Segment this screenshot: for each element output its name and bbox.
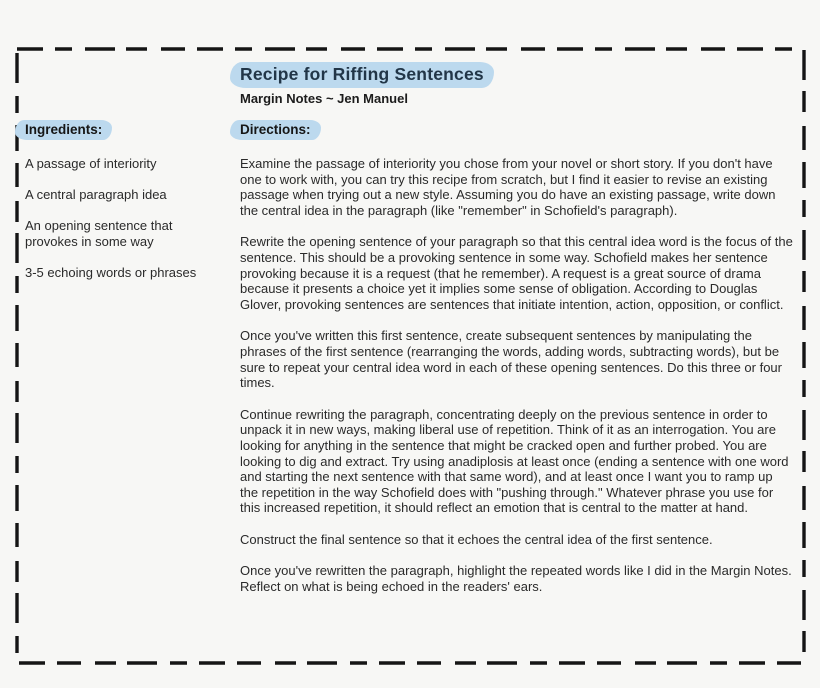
directions-heading-label: Directions: (230, 120, 321, 140)
ingredients-heading (25, 120, 240, 140)
directions-paragraph: Once you've rewritten the paragraph, highlight the repeated words like I did in the Margin Notes. Reflect on what is being echoed in the readers' ears. (240, 563, 792, 595)
directions-paragraphs (240, 156, 793, 595)
ingredient-item: An opening sentence that provokes in some way (25, 218, 173, 249)
ingredient-item: A central paragraph idea (25, 187, 167, 202)
directions-heading (240, 120, 793, 140)
ingredient-item: A passage of interiority (25, 156, 157, 171)
directions-section (240, 120, 793, 611)
page-title: Recipe for Riffing Sentences (230, 62, 494, 88)
directions-paragraph: Construct the final sentence so that it echoes the central idea of the first sentence. (240, 531, 713, 547)
ingredients-heading-label: Ingredients: (15, 120, 112, 140)
directions-paragraph: Once you've written this first sentence, create subsequent sentences by manipulating the phrases of the first sentence (rearranging the words, adding words, subtracting words), but be sure to repeat your central idea word in each of these opening sentences. Do this three or four times. (240, 328, 782, 391)
header (240, 62, 793, 106)
directions-paragraph: Examine the passage of interiority you chose from your novel or short story. If you don't have one to work with, you can try this recipe from scratch, but I find it easier to revise an existing passage when trying out a new style. Assuming you do have an existing passage, write down the central idea in the paragraph (like "remember" in Schofield's paragraph). (240, 156, 776, 218)
directions-paragraph: Rewrite the opening sentence of your paragraph so that this central idea word is the focus of the sentence. This should be a provoking sentence in some way. Schofield makes her sentence provoking because it is a request (that he remember). A request is a great source of drama because it presents a choice yet it implies some sense of obligation. According to Douglas Glover, provoking sentences are sentences that initiate intention, action, opposition, or conflict. (240, 234, 793, 312)
page-subtitle: Margin Notes ~ Jen Manuel (240, 91, 408, 106)
ingredients-section (25, 120, 240, 611)
directions-paragraph: Continue rewriting the paragraph, concentrating deeply on the previous sentence in order to unpack it in new ways, making liberal use of repetition. Think of it as an interrogation. You are looking for anything in the sentence that might be cracked open and further probed. You are looking to dig and extract. Try using anadiplosis at least once (ending a sentence with one word and starting the next sentence with that same word), and at least once I want you to ramp up the repetition in the way Schofield does with "pushing through." Whatever phrase you use for this increased repetition, it should reflect an emotion that is central to the matter at hand. (240, 406, 789, 516)
card-content (25, 62, 793, 611)
ingredient-item: 3-5 echoing words or phrases (25, 265, 197, 280)
ingredient-list (25, 156, 211, 281)
